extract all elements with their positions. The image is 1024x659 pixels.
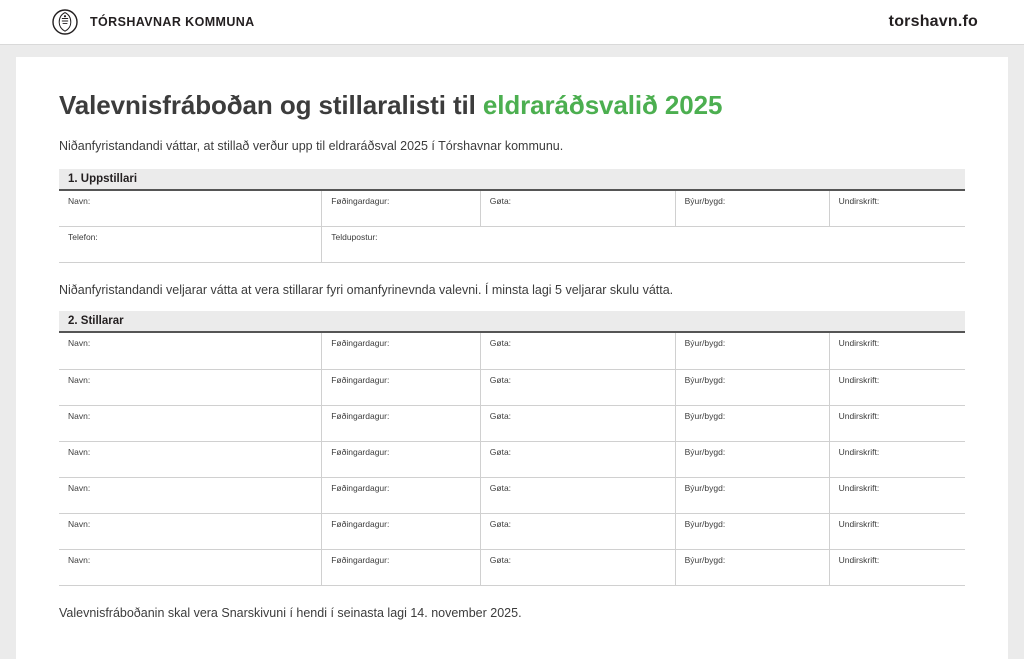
page-title — [59, 91, 965, 121]
document-sheet — [16, 57, 1008, 659]
site-header — [0, 0, 1024, 45]
field-navn[interactable]: Navn: — [59, 405, 322, 441]
field-undirskrift[interactable]: Undirskrift: — [829, 549, 965, 585]
brand[interactable] — [52, 9, 255, 35]
torshavn-coat-of-arms-icon — [52, 9, 78, 35]
table-row — [59, 405, 965, 441]
field-gota[interactable]: Gøta: — [480, 549, 675, 585]
field-undirskrift[interactable]: Undirskrift: — [829, 405, 965, 441]
field-fodingardagur[interactable]: Føðingardagur: — [322, 191, 481, 227]
page-title-accent: eldraráðsvalið 2025 — [482, 90, 723, 120]
field-byur-bygd[interactable]: Býur/bygd: — [675, 405, 829, 441]
stillarar-table — [59, 333, 965, 586]
field-gota[interactable]: Gøta: — [480, 405, 675, 441]
table-row — [59, 227, 965, 263]
field-undirskrift[interactable]: Undirskrift: — [829, 513, 965, 549]
municipality-name: TÓRSHAVNAR KOMMUNA — [90, 15, 255, 29]
field-gota[interactable]: Gøta: — [480, 477, 675, 513]
field-byur-bygd[interactable]: Býur/bygd: — [675, 333, 829, 369]
intro-paragraph: Niðanfyristandandi váttar, at stillað verður upp til eldraráðsval 2025 í Tórshavnar kommunu. — [59, 138, 564, 153]
table-row — [59, 441, 965, 477]
field-fodingardagur[interactable]: Føðingardagur: — [322, 369, 481, 405]
field-fodingardagur[interactable]: Føðingardagur: — [322, 333, 481, 369]
field-byur-bygd[interactable]: Býur/bygd: — [675, 191, 829, 227]
section-heading-stillarar: 2. Stillarar — [59, 311, 965, 333]
field-byur-bygd[interactable]: Býur/bygd: — [675, 369, 829, 405]
field-navn[interactable]: Navn: — [59, 333, 322, 369]
stillarar-table-body — [59, 333, 965, 585]
section-heading-uppstillari: 1. Uppstillari — [59, 169, 965, 191]
page-title-prefix: Valevnisfráboðan og stillaralisti til — [59, 90, 483, 120]
field-undirskrift[interactable]: Undirskrift: — [829, 333, 965, 369]
field-navn[interactable]: Navn: — [59, 369, 322, 405]
field-navn[interactable]: Navn: — [59, 477, 322, 513]
field-gota[interactable]: Gøta: — [480, 333, 675, 369]
table-row — [59, 369, 965, 405]
field-byur-bygd[interactable]: Býur/bygd: — [675, 441, 829, 477]
field-byur-bygd[interactable]: Býur/bygd: — [675, 513, 829, 549]
field-undirskrift[interactable]: Undirskrift: — [829, 441, 965, 477]
field-fodingardagur[interactable]: Føðingardagur: — [322, 477, 481, 513]
deadline-note: Valevnisfráboðanin skal vera Snarskivuni í hendi í seinasta lagi 14. november 2025. — [59, 605, 522, 620]
table-row — [59, 333, 965, 369]
uppstillari-table — [59, 191, 965, 264]
field-undirskrift[interactable]: Undirskrift: — [829, 369, 965, 405]
field-gota[interactable]: Gøta: — [480, 513, 675, 549]
field-gota[interactable]: Gøta: — [480, 369, 675, 405]
field-byur-bygd[interactable]: Býur/bygd: — [675, 477, 829, 513]
field-undirskrift[interactable]: Undirskrift: — [829, 191, 965, 227]
field-undirskrift[interactable]: Undirskrift: — [829, 477, 965, 513]
field-byur-bygd[interactable]: Býur/bygd: — [675, 549, 829, 585]
site-url[interactable]: torshavn.fo — [888, 13, 978, 30]
field-gota[interactable]: Gøta: — [480, 441, 675, 477]
table-row — [59, 549, 965, 585]
document-page-background — [0, 45, 1024, 659]
stillarar-note: Niðanfyristandandi veljarar vátta at vera stillarar fyri omanfyrinevnda valevni. Í minsta lagi 5 veljarar skulu vátta. — [59, 283, 674, 298]
field-navn[interactable]: Navn: — [59, 191, 322, 227]
field-navn[interactable]: Navn: — [59, 549, 322, 585]
field-fodingardagur[interactable]: Føðingardagur: — [322, 441, 481, 477]
table-row — [59, 513, 965, 549]
field-navn[interactable]: Navn: — [59, 513, 322, 549]
field-telefon[interactable]: Telefon: — [59, 227, 322, 263]
field-fodingardagur[interactable]: Føðingardagur: — [322, 549, 481, 585]
field-fodingardagur[interactable]: Føðingardagur: — [322, 405, 481, 441]
table-row — [59, 477, 965, 513]
field-teldupostur[interactable]: Teldupostur: — [322, 227, 965, 263]
table-row — [59, 191, 965, 227]
field-gota[interactable]: Gøta: — [480, 191, 675, 227]
field-fodingardagur[interactable]: Føðingardagur: — [322, 513, 481, 549]
field-navn[interactable]: Navn: — [59, 441, 322, 477]
